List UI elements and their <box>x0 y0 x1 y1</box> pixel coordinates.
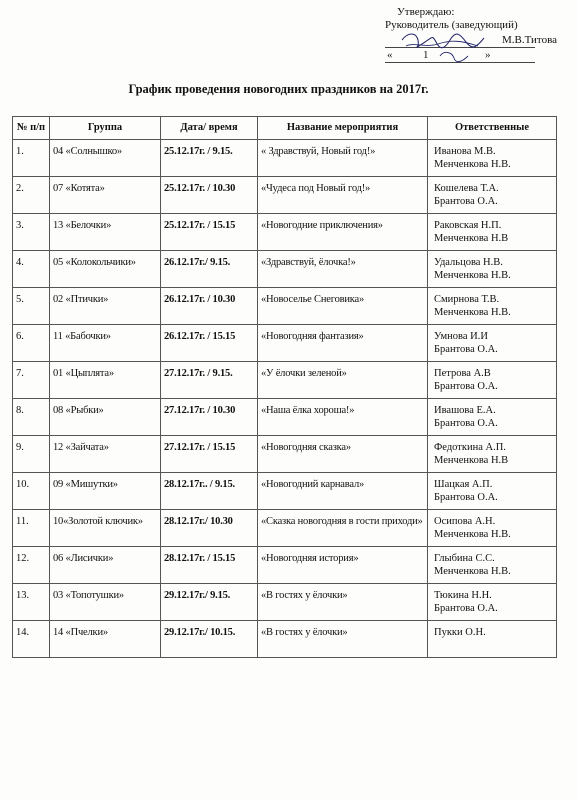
responsible-person: Ивашова Е.А. <box>434 405 496 416</box>
table-row <box>13 547 557 584</box>
row-responsible <box>428 584 557 621</box>
responsible-person: Брантова О.А. <box>434 491 498 503</box>
row-date: 27.12.17г. / 10.30 <box>161 399 258 436</box>
responsible-person: Удальцова Н.В. <box>434 257 503 268</box>
row-num: 13. <box>13 584 50 621</box>
table-row <box>13 140 557 177</box>
responsible-person: Осипова А.Н. <box>434 516 496 527</box>
row-group: 03 «Топотушки» <box>50 584 161 621</box>
approval-position: Руководитель (заведующий) <box>385 19 518 31</box>
date-open-quote: « <box>387 49 393 61</box>
row-num: 8. <box>13 399 50 436</box>
row-responsible <box>428 621 557 658</box>
row-event: «Чудеса под Новый год!» <box>258 177 428 214</box>
row-date: 26.12.17г. / 10.30 <box>161 288 258 325</box>
table-row <box>13 177 557 214</box>
responsible-person: Менченкова Н.В <box>434 232 509 244</box>
row-date: 28.12.17г./ 10.30 <box>161 510 258 547</box>
header-group: Группа <box>50 117 161 140</box>
row-num: 11. <box>13 510 50 547</box>
row-date: 28.12.17г. / 15.15 <box>161 547 258 584</box>
header-event: Название мероприятия <box>258 117 428 140</box>
row-responsible <box>428 362 557 399</box>
row-group: 10«Золотой ключик» <box>50 510 161 547</box>
date-day: 1 <box>423 49 429 61</box>
responsible-person: Шацкая А.П. <box>434 479 493 490</box>
responsible-person: Умнова И.И <box>434 331 488 342</box>
responsible-person: Менченкова Н.В. <box>434 269 511 281</box>
responsible-person: Брантова О.А. <box>434 195 498 207</box>
row-num: 2. <box>13 177 50 214</box>
schedule-table <box>12 116 557 658</box>
row-event: «Новоселье Снеговика» <box>258 288 428 325</box>
header-responsible: Ответственные <box>428 117 557 140</box>
row-responsible <box>428 436 557 473</box>
row-responsible <box>428 547 557 584</box>
table-row <box>13 214 557 251</box>
row-group: 05 «Колокольчики» <box>50 251 161 288</box>
row-num: 14. <box>13 621 50 658</box>
row-date: 29.12.17г./ 9.15. <box>161 584 258 621</box>
row-event: «У ёлочки зеленой» <box>258 362 428 399</box>
table-row <box>13 325 557 362</box>
row-event: «В гостях у ёлочки» <box>258 621 428 658</box>
row-responsible <box>428 510 557 547</box>
row-group: 07 «Котята» <box>50 177 161 214</box>
responsible-person: Брантова О.А. <box>434 380 498 392</box>
handwritten-signature <box>398 28 488 68</box>
row-group: 14 «Пчелки» <box>50 621 161 658</box>
row-num: 4. <box>13 251 50 288</box>
row-responsible <box>428 473 557 510</box>
row-num: 10. <box>13 473 50 510</box>
responsible-person: Пукки О.Н. <box>434 627 486 638</box>
table-row <box>13 621 557 658</box>
table-row <box>13 473 557 510</box>
responsible-person: Федоткина А.П. <box>434 442 506 453</box>
row-group: 04 «Солнышко» <box>50 140 161 177</box>
table-row <box>13 584 557 621</box>
row-event: «Новогодние приключения» <box>258 214 428 251</box>
row-group: 06 «Лисички» <box>50 547 161 584</box>
row-date: 26.12.17г./ 9.15. <box>161 251 258 288</box>
responsible-person: Иванова М.В. <box>434 146 496 157</box>
row-num: 1. <box>13 140 50 177</box>
responsible-person: Глыбина С.С. <box>434 553 495 564</box>
row-event: «Сказка новогодняя в гости приходи» <box>258 510 428 547</box>
row-num: 7. <box>13 362 50 399</box>
approver-name: М.В.Титова <box>501 34 557 46</box>
table-row <box>13 436 557 473</box>
row-event: «Наша ёлка хороша!» <box>258 399 428 436</box>
responsible-person: Тюкина Н.Н. <box>434 590 492 601</box>
responsible-person: Брантова О.А. <box>434 417 498 429</box>
header-date: Дата/ время <box>161 117 258 140</box>
responsible-person: Менченкова Н.В <box>434 454 509 466</box>
row-event: «Новогодняя фантазия» <box>258 325 428 362</box>
row-group: 13 «Белочки» <box>50 214 161 251</box>
table-row <box>13 251 557 288</box>
row-date: 26.12.17г. / 15.15 <box>161 325 258 362</box>
row-responsible <box>428 214 557 251</box>
responsible-person: Брантова О.А. <box>434 602 498 614</box>
row-responsible <box>428 288 557 325</box>
row-group: 08 «Рыбки» <box>50 399 161 436</box>
responsible-person: Раковская Н.П. <box>434 220 502 231</box>
row-responsible <box>428 140 557 177</box>
row-event: «Новогодняя сказка» <box>258 436 428 473</box>
row-num: 6. <box>13 325 50 362</box>
row-event: «Новогодняя история» <box>258 547 428 584</box>
row-date: 25.12.17г. / 15.15 <box>161 214 258 251</box>
row-responsible <box>428 399 557 436</box>
responsible-person: Менченкова Н.В. <box>434 528 511 540</box>
row-group: 12 «Зайчата» <box>50 436 161 473</box>
document-title: График проведения новогодних праздников на 2017г. <box>128 82 429 96</box>
table-row <box>13 399 557 436</box>
row-num: 3. <box>13 214 50 251</box>
row-responsible <box>428 325 557 362</box>
row-responsible <box>428 177 557 214</box>
row-num: 5. <box>13 288 50 325</box>
row-group: 09 «Мишутки» <box>50 473 161 510</box>
row-event: «Здравствуй, ёлочка!» <box>258 251 428 288</box>
row-num: 12. <box>13 547 50 584</box>
responsible-person: Менченкова Н.В. <box>434 158 511 170</box>
row-date: 27.12.17г. / 15.15 <box>161 436 258 473</box>
row-date: 25.12.17г. / 10.30 <box>161 177 258 214</box>
row-group: 11 «Бабочки» <box>50 325 161 362</box>
responsible-person: Петрова А.В <box>434 368 491 379</box>
row-date: 25.12.17г. / 9.15. <box>161 140 258 177</box>
row-responsible <box>428 251 557 288</box>
date-close-quote: » <box>485 49 491 61</box>
row-num: 9. <box>13 436 50 473</box>
table-row <box>13 288 557 325</box>
row-event: «В гостях у ёлочки» <box>258 584 428 621</box>
header-num: № п/п <box>13 117 50 140</box>
row-group: 02 «Птички» <box>50 288 161 325</box>
row-date: 28.12.17г.. / 9.15. <box>161 473 258 510</box>
table-row <box>13 362 557 399</box>
row-date: 29.12.17г./ 10.15. <box>161 621 258 658</box>
approval-heading: Утверждаю: <box>397 6 455 18</box>
responsible-person: Менченкова Н.В. <box>434 565 511 577</box>
responsible-person: Брантова О.А. <box>434 343 498 355</box>
responsible-person: Кошелева Т.А. <box>434 183 499 194</box>
table-header-row <box>13 117 557 140</box>
row-date: 27.12.17г. / 9.15. <box>161 362 258 399</box>
row-group: 01 «Цыплята» <box>50 362 161 399</box>
table-row <box>13 510 557 547</box>
responsible-person: Смирнова Т.В. <box>434 294 500 305</box>
row-event: «Новогодний карнавал» <box>258 473 428 510</box>
responsible-person: Менченкова Н.В. <box>434 306 511 318</box>
row-event: « Здравствуй, Новый год!» <box>258 140 428 177</box>
